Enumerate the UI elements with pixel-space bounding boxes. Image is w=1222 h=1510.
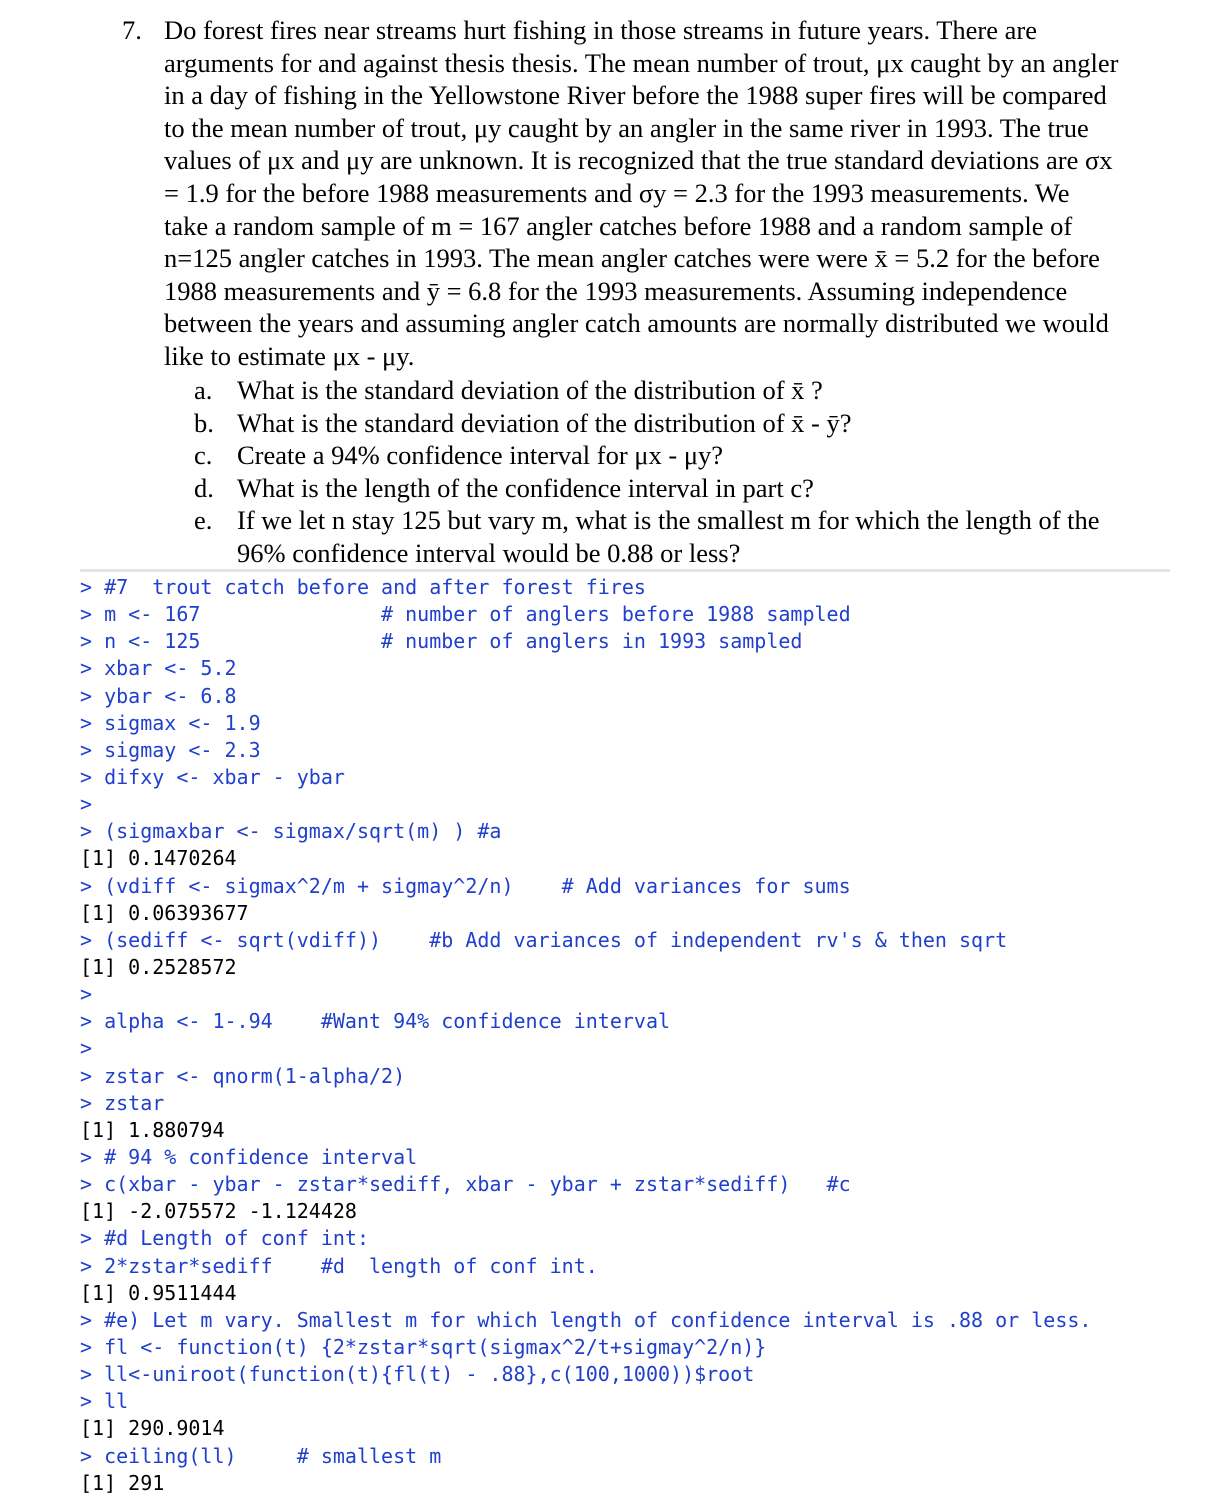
problem-statement bbox=[164, 14, 1174, 373]
console-output-line bbox=[80, 1198, 1091, 1225]
console-output-line bbox=[80, 1280, 1091, 1307]
console-input-line bbox=[80, 574, 1091, 601]
console-text: (sediff <- sqrt(vdiff)) #b Add variances of independent rv's & then sqrt bbox=[104, 927, 1008, 952]
console-input-line bbox=[80, 628, 1091, 655]
prompt-symbol: > bbox=[80, 1063, 93, 1088]
console-output-line bbox=[80, 845, 1091, 872]
console-input-line bbox=[80, 1090, 1091, 1117]
console-text: ll<-uniroot(function(t){fl(t) - .88},c(100,1000))$root bbox=[104, 1362, 755, 1387]
prompt-symbol: > bbox=[80, 629, 93, 654]
console-output-line bbox=[80, 900, 1091, 927]
console-text: [1] 0.1470264 bbox=[80, 846, 237, 871]
prompt-symbol: > bbox=[80, 1090, 93, 1115]
prompt-symbol: > bbox=[80, 710, 93, 735]
console-text: difxy <- xbar - ybar bbox=[104, 764, 345, 789]
console-text: fl <- function(t) {2*zstar*sqrt(sigmax^2/t+sigmay^2/n)} bbox=[104, 1334, 767, 1359]
prompt-symbol: > bbox=[80, 1307, 93, 1332]
prompt-symbol: > bbox=[80, 1334, 93, 1359]
console-input-line bbox=[80, 873, 1091, 900]
prompt-symbol: > bbox=[80, 1226, 93, 1251]
prompt-symbol: > bbox=[80, 982, 93, 1007]
console-text: [1] 0.9511444 bbox=[80, 1280, 237, 1305]
prompt-symbol: > bbox=[80, 819, 93, 844]
subquestion-text: What is the standard deviation of the distribution of x̄ ? bbox=[237, 375, 823, 405]
prompt-symbol: > bbox=[80, 1443, 93, 1468]
prompt-symbol: > bbox=[80, 737, 93, 762]
console-input-line bbox=[80, 1008, 1091, 1035]
console-text: c(xbar - ybar - zstar*sediff, xbar - ybar + zstar*sediff) #c bbox=[104, 1172, 851, 1197]
console-text: (vdiff <- sigmax^2/m + sigmay^2/n) # Add variances for sums bbox=[104, 873, 851, 898]
prompt-symbol: > bbox=[80, 1009, 93, 1034]
console-output-line bbox=[80, 1415, 1091, 1442]
prompt-symbol: > bbox=[80, 1389, 93, 1414]
section-divider bbox=[80, 569, 1170, 572]
subquestion-text: If we let n stay 125 but vary m, what is the smallest m for which the length of the bbox=[237, 505, 1100, 536]
console-input-line bbox=[80, 710, 1091, 737]
problem-line: = 1.9 for the before 1988 measurements and σy = 2.3 for the 1993 measurements. We bbox=[164, 177, 1070, 208]
console-text: [1] 0.06393677 bbox=[80, 900, 249, 925]
prompt-symbol: > bbox=[80, 683, 93, 708]
problem-number: 7. bbox=[122, 15, 142, 45]
console-text: # 94 % confidence interval bbox=[104, 1144, 418, 1169]
console-input-line bbox=[80, 927, 1091, 954]
prompt-symbol: > bbox=[80, 1036, 93, 1061]
console-text: xbar <- 5.2 bbox=[104, 656, 237, 681]
subquestion-label: e. bbox=[194, 505, 213, 536]
prompt-symbol: > bbox=[80, 1253, 93, 1278]
console-input-line bbox=[80, 1171, 1091, 1198]
prompt-symbol: > bbox=[80, 575, 93, 599]
prompt-symbol: > bbox=[80, 1144, 93, 1169]
prompt-symbol: > bbox=[80, 1172, 93, 1197]
prompt-symbol: > bbox=[80, 764, 93, 789]
problem-line: between the years and assuming angler catch amounts are normally distributed we would bbox=[164, 308, 1109, 339]
console-input-line bbox=[80, 1063, 1091, 1090]
subquestion-text: Create a 94% confidence interval for μx - μy? bbox=[237, 440, 724, 471]
console-input-line bbox=[80, 737, 1091, 764]
problem-line: take a random sample of m = 167 angler catches before 1988 and a random sample of bbox=[164, 210, 1073, 241]
console-input-line bbox=[80, 764, 1091, 791]
console-input-line bbox=[80, 1388, 1091, 1415]
problem-line: values of μx and μy are unknown. It is recognized that the true standard deviations are σx bbox=[164, 145, 1113, 176]
console-text: ceiling(ll) # smallest m bbox=[104, 1443, 442, 1468]
console-input-line bbox=[80, 1035, 1091, 1062]
console-text: [1] 290.9014 bbox=[80, 1416, 225, 1441]
console-output-line bbox=[80, 1470, 1091, 1497]
console-text: n <- 125 # number of anglers in 1993 sampled bbox=[104, 629, 803, 654]
console-output-line bbox=[80, 954, 1091, 981]
problem-line: in a day of fishing in the Yellowstone River before the 1988 super fires will be compared bbox=[164, 80, 1107, 111]
console-text: alpha <- 1-.94 #Want 94% confidence interval bbox=[104, 1009, 671, 1034]
console-text: #7 trout catch before and after forest fires bbox=[104, 575, 646, 599]
console-text: ll bbox=[104, 1389, 129, 1414]
prompt-symbol: > bbox=[80, 873, 93, 898]
subquestion-label: a. bbox=[194, 375, 213, 405]
console-text: ybar <- 6.8 bbox=[104, 683, 237, 708]
prompt-symbol: > bbox=[80, 602, 93, 627]
console-text: zstar <- qnorm(1-alpha/2) bbox=[104, 1063, 406, 1088]
subquestion-label: b. bbox=[194, 407, 214, 438]
console-input-line bbox=[80, 683, 1091, 710]
console-text: [1] 1.880794 bbox=[80, 1117, 225, 1142]
console-text: [1] 291 bbox=[80, 1470, 165, 1495]
console-input-line bbox=[80, 791, 1091, 818]
problem-line: n=125 angler catches in 1993. The mean angler catches were were x̄ = 5.2 for the before bbox=[164, 243, 1100, 274]
subquestion-text: 96% confidence interval would be 0.88 or less? bbox=[237, 537, 741, 568]
subquestion-label: c. bbox=[194, 440, 213, 471]
console-input-line bbox=[80, 981, 1091, 1008]
prompt-symbol: > bbox=[80, 927, 93, 952]
console-input-line bbox=[80, 1253, 1091, 1280]
console-input-line bbox=[80, 601, 1091, 628]
console-input-line bbox=[80, 1443, 1091, 1470]
console-input-line bbox=[80, 1144, 1091, 1171]
problem-line: arguments for and against thesis thesis. The mean number of trout, μx caught by an angler bbox=[164, 47, 1119, 78]
console-text: sigmay <- 2.3 bbox=[104, 737, 261, 762]
prompt-symbol: > bbox=[80, 792, 93, 817]
problem-line: to the mean number of trout, μy caught by an angler in the same river in 1993. The true bbox=[164, 112, 1089, 143]
console-input-line bbox=[80, 655, 1091, 682]
console-input-line bbox=[80, 1307, 1091, 1334]
console-text: m <- 167 # number of anglers before 1988 sampled bbox=[104, 602, 851, 627]
console-output-line bbox=[80, 1117, 1091, 1144]
console-input-line bbox=[80, 1225, 1091, 1252]
problem-line: like to estimate μx - μy. bbox=[164, 340, 415, 371]
console-input-line bbox=[80, 818, 1091, 845]
console-input-line bbox=[80, 1361, 1091, 1388]
prompt-symbol: > bbox=[80, 656, 93, 681]
subquestion-text: What is the standard deviation of the distribution of x̄ - ȳ? bbox=[237, 407, 852, 438]
r-console-output bbox=[80, 574, 1091, 1497]
subquestion-text: What is the length of the confidence interval in part c? bbox=[237, 472, 814, 503]
console-text: sigmax <- 1.9 bbox=[104, 710, 261, 735]
console-text: #e) Let m vary. Smallest m for which length of confidence interval is .88 or less. bbox=[104, 1307, 1092, 1332]
problem-line: 1988 measurements and ȳ = 6.8 for the 1993 measurements. Assuming independence bbox=[164, 275, 1068, 306]
console-text: (sigmaxbar <- sigmax/sqrt(m) ) #a bbox=[104, 819, 502, 844]
subquestion-label: d. bbox=[194, 472, 214, 503]
prompt-symbol: > bbox=[80, 1362, 93, 1387]
console-text: #d Length of conf int: bbox=[104, 1226, 369, 1251]
console-text: [1] 0.2528572 bbox=[80, 954, 237, 979]
console-text: zstar bbox=[104, 1090, 165, 1115]
console-text: 2*zstar*sediff #d length of conf int. bbox=[104, 1253, 598, 1278]
console-text: [1] -2.075572 -1.124428 bbox=[80, 1199, 357, 1224]
console-input-line bbox=[80, 1334, 1091, 1361]
problem-line: Do forest fires near streams hurt fishing in those streams in future years. There are bbox=[164, 15, 1037, 45]
